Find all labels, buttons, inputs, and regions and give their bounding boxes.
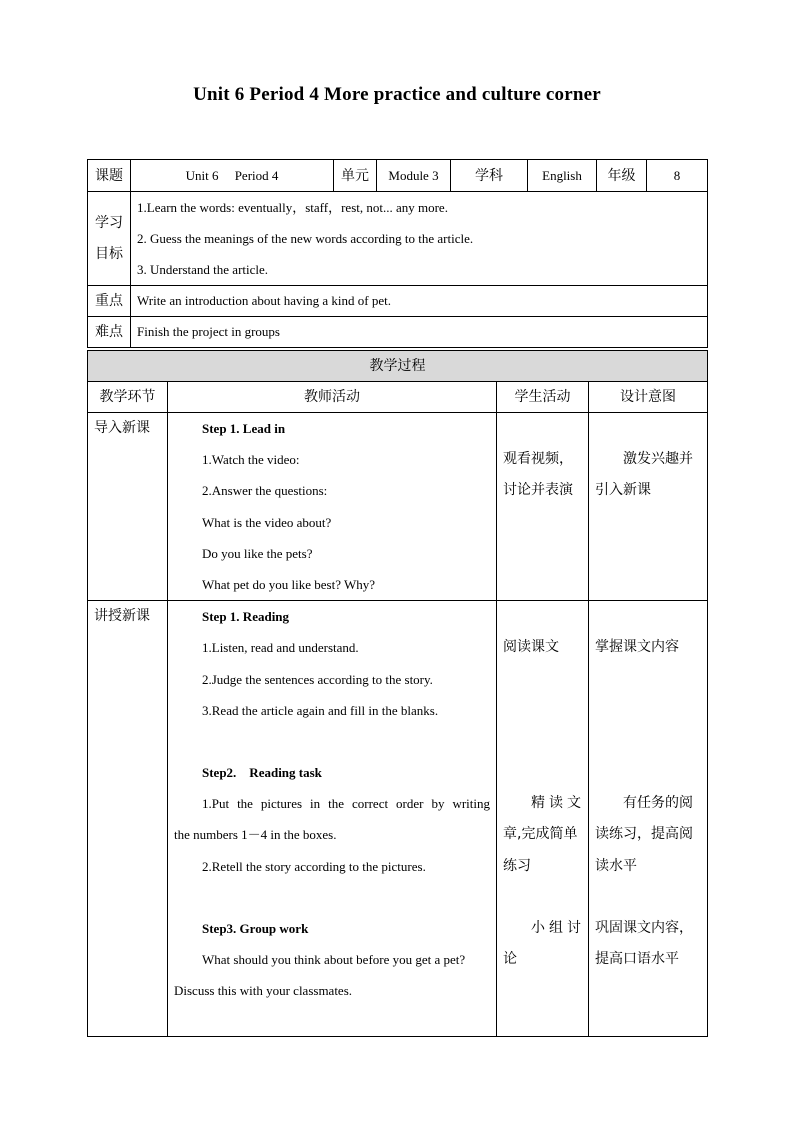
grade-label: 年级 [597,160,647,192]
grade-value: 8 [647,160,708,192]
stage-cell: 导入新课 [88,413,168,601]
lesson-info-table [87,159,708,348]
topic-label: 课题 [88,160,131,192]
teacher-activity-cell: Step 1. Lead in 1.Watch the video: 2.Answer the questions: What is the video about? Do you like the pets? What pet do you like best? Why? [168,413,497,601]
topic-value: Unit 6 Period 4 [131,160,334,192]
goals-row [88,192,708,286]
subject-label: 学科 [451,160,528,192]
difficulty-label: 难点 [88,317,131,348]
unit-label: 单元 [334,160,377,192]
student-activity-cell: 观看视频， 讨论并表演 [497,413,589,601]
key-point-row [88,286,708,317]
goals-label: 学习 目标 [88,192,131,286]
teaching-process-table [87,350,708,1037]
column-header: 教师活动 [168,382,497,413]
column-header: 教学环节 [88,382,168,413]
table-row [88,413,708,601]
goal-item: 1.Learn the words: eventually，staff，rest, not... any more. [137,200,448,215]
teacher-activity-cell: Step 1. Reading 1.Listen, read and understand. 2.Judge the sentences according to the story. 3.Read the article again and fill in the blanks. Step2. Reading task 1.Put the pictures in the correct order by writing the numbers 1－4 in the boxes. 2.Retell the story according to the pictures. Step3. Group work What should you think about before you get a pet? Discuss this with your classmates. [168,601,497,1037]
info-row [88,160,708,192]
section-heading-row [88,351,708,382]
goals-list [131,192,708,286]
difficulty-text: Finish the project in groups [131,317,708,348]
key-point-label: 重点 [88,286,131,317]
column-header: 学生活动 [497,382,589,413]
difficulty-row [88,317,708,348]
column-header-row [88,382,708,413]
page-title: Unit 6 Period 4 More practice and culture corner [193,84,601,105]
design-intent-cell: 掌握课文内容 有任务的阅 读练习，提高阅 读水平 巩固课文内容， 提高口语水平 [589,601,708,1037]
subject-value: English [528,160,597,192]
goal-item: 2. Guess the meanings of the new words according to the article. [137,231,474,246]
column-header: 设计意图 [589,382,708,413]
section-heading: 教学过程 [88,351,708,382]
key-point-text: Write an introduction about having a kind of pet. [131,286,708,317]
table-row [88,601,708,1037]
student-activity-cell: 阅读课文 精读文 章,完成简单 练习 小组讨 论 [497,601,589,1037]
unit-value: Module 3 [377,160,451,192]
stage-cell: 讲授新课 [88,601,168,1037]
design-intent-cell: 激发兴趣并 引入新课 [589,413,708,601]
goal-item: 3. Understand the article. [137,262,269,277]
